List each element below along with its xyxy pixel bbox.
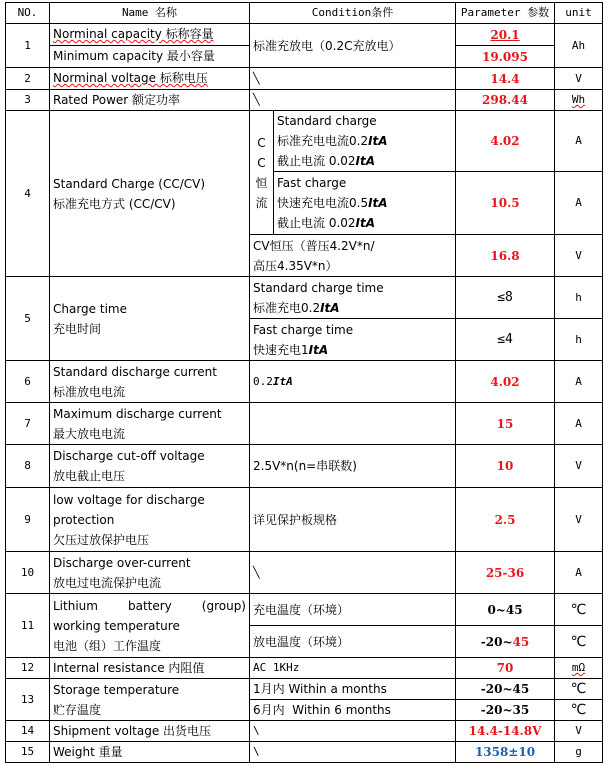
condition-current	[277, 193, 452, 213]
row-number: 3	[6, 90, 50, 111]
row-condition	[250, 277, 456, 319]
condition-text: 快速充电1	[253, 342, 309, 357]
condition-text: 标准充电0.2	[253, 300, 321, 315]
name-en: Storage temperature	[53, 682, 180, 697]
table-row	[6, 361, 603, 403]
condition-en: Standard charge	[277, 114, 377, 128]
table-row	[6, 658, 603, 679]
row-name	[50, 594, 250, 658]
table-row	[6, 488, 603, 552]
row-parameter: 19.095	[456, 46, 555, 68]
name-cn: 标准放电电流	[53, 384, 126, 399]
row-parameter: ≤8	[456, 277, 555, 319]
row-number: 11	[6, 594, 50, 658]
name-cn: 最大放电电流	[53, 426, 126, 441]
condition-text: 0.2	[253, 374, 273, 388]
row-unit: V	[555, 721, 603, 742]
row-name	[50, 445, 250, 488]
condition-unit: ItA	[320, 300, 340, 315]
condition-unit: ItA	[368, 134, 388, 148]
cc-char: C	[257, 155, 266, 170]
row-number: 7	[6, 403, 50, 445]
name-en: Charge time	[53, 301, 127, 316]
row-name	[50, 552, 250, 594]
condition-current	[277, 131, 452, 151]
row-number: 6	[6, 361, 50, 403]
row-parameter: 2.5	[456, 488, 555, 552]
row-parameter: 15	[456, 403, 555, 445]
row-unit: h	[555, 319, 603, 361]
name-label: Norminal capacity 标称容量	[53, 27, 214, 41]
condition-en: Standard charge time	[253, 280, 384, 295]
table-row	[6, 90, 603, 111]
param-value: -20~	[480, 634, 513, 649]
name-cn: 标准充电方式 (CC/CV)	[53, 196, 176, 211]
row-condition	[274, 111, 456, 172]
row-condition	[250, 319, 456, 361]
row-unit: A	[555, 111, 603, 172]
row-condition	[250, 403, 456, 445]
row-parameter: 4.02	[456, 111, 555, 172]
name-en: Discharge over-current	[53, 555, 191, 570]
table-row	[6, 679, 603, 700]
name-cn: 电池（组）工作温度	[53, 638, 162, 653]
table-row	[6, 68, 603, 90]
row-unit: ℃	[555, 700, 603, 721]
row-unit: V	[555, 445, 603, 488]
row-name	[50, 68, 250, 90]
row-condition: \	[250, 721, 456, 742]
row-condition: AC 1KHz	[250, 658, 456, 679]
row-parameter: 298.44	[456, 90, 555, 111]
name-en: Lithium battery (group)	[53, 598, 246, 613]
row-parameter: 10.5	[456, 172, 555, 235]
condition-text: 截止电流 0.02	[277, 154, 356, 168]
row-condition	[250, 361, 456, 403]
condition-text: 快速充电电流0.5	[277, 196, 369, 210]
row-unit: h	[555, 277, 603, 319]
row-condition: 1月内 Within a months	[250, 679, 456, 700]
row-unit	[555, 658, 603, 679]
row-unit: A	[555, 403, 603, 445]
name-en: working temperature	[53, 618, 180, 633]
header-condition: Condition条件	[250, 3, 456, 24]
condition-en: Fast charge	[277, 176, 347, 190]
row-parameter: 14.4	[456, 68, 555, 90]
name-en: low voltage for discharge	[53, 492, 205, 507]
row-number: 15	[6, 742, 50, 763]
row-parameter: 0~45	[456, 594, 555, 626]
name-cn: 充电时间	[53, 321, 102, 336]
condition-unit: ItA	[355, 154, 376, 168]
row-parameter: -20~35	[456, 700, 555, 721]
row-unit: V	[555, 235, 603, 277]
name-en: protection	[53, 512, 115, 527]
row-parameter: 14.4-14.8V	[456, 721, 555, 742]
name-cn: 放电截止电压	[53, 469, 126, 483]
row-name	[50, 679, 250, 721]
battery-spec-table	[5, 2, 603, 763]
row-condition: 6月内 Within 6 months	[250, 700, 456, 721]
row-number: 5	[6, 277, 50, 361]
name-label: Minimum capacity 最小容量	[53, 49, 215, 63]
table-row	[6, 277, 603, 319]
row-parameter: -20~45	[456, 679, 555, 700]
row-condition	[274, 172, 456, 235]
condition-cutoff	[277, 213, 452, 233]
row-unit: A	[555, 172, 603, 235]
table-row	[6, 111, 603, 172]
row-name	[50, 277, 250, 361]
row-parameter	[456, 626, 555, 658]
condition-cn	[253, 340, 452, 360]
condition-cutoff	[277, 151, 452, 171]
row-unit: A	[555, 361, 603, 403]
param-value-highlight: 45	[512, 634, 530, 649]
header-parameter: Parameter 参数	[456, 3, 555, 24]
table-row	[6, 24, 603, 46]
name-en: Discharge cut-off voltage	[53, 449, 205, 463]
name-cn: 贮存温度	[53, 702, 102, 717]
row-name: Weight 重量	[50, 742, 250, 763]
row-condition: 放电温度（环境）	[250, 626, 456, 658]
row-parameter: 4.02	[456, 361, 555, 403]
table-row	[6, 445, 603, 488]
row-condition	[250, 235, 456, 277]
table-row	[6, 403, 603, 445]
condition-text: 截止电流 0.02	[277, 216, 356, 230]
row-parameter	[456, 24, 555, 46]
row-number: 9	[6, 488, 50, 552]
table-row	[6, 742, 603, 763]
condition-en: Fast charge time	[253, 322, 354, 337]
row-condition: ╲	[250, 90, 456, 111]
cc-char: 流	[255, 195, 268, 210]
row-unit: ℃	[555, 594, 603, 626]
condition-unit: ItA	[368, 196, 388, 210]
row-number: 12	[6, 658, 50, 679]
name-en: Maximum discharge current	[53, 406, 222, 421]
cc-label	[250, 111, 274, 235]
condition-unit: ItA	[355, 216, 376, 230]
condition-text: 标准充电电流0.2	[277, 134, 369, 148]
row-number: 8	[6, 445, 50, 488]
row-number: 13	[6, 679, 50, 721]
row-condition: 2.5V*n(n=串联数)	[250, 445, 456, 488]
row-parameter: ≤4	[456, 319, 555, 361]
row-unit: g	[555, 742, 603, 763]
unit-label: mΩ	[571, 661, 586, 674]
row-condition: \	[250, 742, 456, 763]
table-row	[6, 594, 603, 626]
row-condition: ╲	[250, 68, 456, 90]
row-number: 1	[6, 24, 50, 68]
row-name	[50, 46, 250, 68]
row-unit	[555, 90, 603, 111]
header-no: NO.	[6, 3, 50, 24]
cv-line: CV恒压（普压4.2V*n/	[253, 238, 375, 253]
header-row	[6, 3, 603, 24]
name-en: Standard Charge (CC/CV)	[53, 176, 206, 191]
name-cn: 放电过电流保护电流	[53, 575, 162, 590]
row-name: Internal resistance 内阻值	[50, 658, 250, 679]
row-parameter: 25-36	[456, 552, 555, 594]
row-parameter: 16.8	[456, 235, 555, 277]
row-name	[50, 24, 250, 46]
cc-char: C	[257, 135, 266, 150]
row-unit: ℃	[555, 679, 603, 700]
row-parameter: 1358±10	[456, 742, 555, 763]
row-name	[50, 361, 250, 403]
row-number: 10	[6, 552, 50, 594]
row-unit: V	[555, 488, 603, 552]
row-condition: 充电温度（环境）	[250, 594, 456, 626]
row-unit: ℃	[555, 626, 603, 658]
unit-label: Wh	[571, 93, 586, 106]
row-unit: V	[555, 68, 603, 90]
row-number: 4	[6, 111, 50, 277]
row-name: Shipment voltage 出货电压	[50, 721, 250, 742]
header-unit: unit	[555, 3, 603, 24]
name-en: Standard discharge current	[53, 364, 217, 379]
row-condition: 标准充放电（0.2C充放电）	[250, 24, 456, 68]
row-name	[50, 488, 250, 552]
row-number: 2	[6, 68, 50, 90]
table-row	[6, 552, 603, 594]
cv-line: 高压4.35V*n）	[253, 258, 338, 273]
row-number: 14	[6, 721, 50, 742]
table-row	[6, 721, 603, 742]
header-name: Name 名称	[50, 3, 250, 24]
condition-unit: ItA	[308, 342, 329, 357]
row-name	[50, 403, 250, 445]
name-label: Norminal voltage 标称电压	[53, 71, 208, 85]
row-unit: A	[555, 552, 603, 594]
param-value: 20.1	[490, 27, 520, 42]
name-cn: 欠压过放保护电压	[53, 532, 150, 547]
row-unit: Ah	[555, 24, 603, 68]
cc-char: 恒	[255, 175, 268, 190]
row-name: Rated Power 额定功率	[50, 90, 250, 111]
condition-unit: ItA	[272, 374, 293, 388]
row-condition: 详见保护板规格	[250, 488, 456, 552]
row-name	[50, 111, 250, 277]
row-parameter: 10	[456, 445, 555, 488]
row-parameter: 70	[456, 658, 555, 679]
condition-cn	[253, 298, 452, 318]
row-condition: ╲	[250, 552, 456, 594]
